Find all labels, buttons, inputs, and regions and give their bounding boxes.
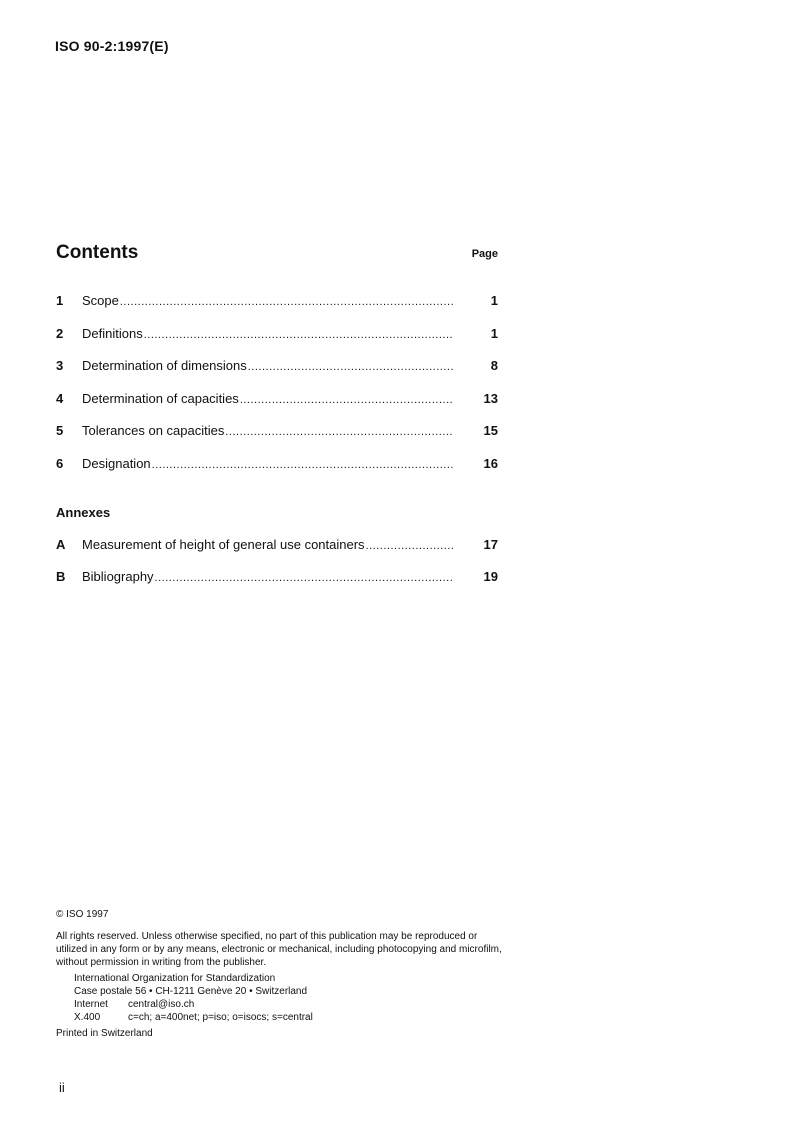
- annex-entry-letter: B: [56, 569, 66, 584]
- toc-entry-label: Scope: [82, 293, 119, 308]
- annex-entry[interactable]: [56, 537, 498, 555]
- toc-entry-number: 1: [56, 293, 64, 308]
- toc-entry-label: Determination of dimensions: [82, 358, 247, 373]
- annex-entry-page: 17: [483, 537, 498, 552]
- contents-title: Contents: [56, 242, 139, 263]
- toc-entry-page: 13: [483, 391, 498, 406]
- x400-address: c=ch; a=400net; p=iso; o=isocs; s=central: [128, 1012, 313, 1023]
- x400-line: [74, 1011, 313, 1024]
- toc-entry-page: 15: [483, 423, 498, 438]
- toc-entry[interactable]: [56, 423, 498, 441]
- organization-name: International Organization for Standardization: [74, 973, 276, 984]
- internet-label: Internet: [74, 999, 108, 1010]
- toc-entry-label: Tolerances on capacities: [82, 423, 225, 438]
- toc-entry-label: Determination of capacities: [82, 391, 239, 406]
- annex-entry-page: 19: [483, 569, 498, 584]
- toc-entry-number: 4: [56, 391, 64, 406]
- internet-address[interactable]: central@iso.ch: [128, 999, 195, 1010]
- dot-leader: [248, 361, 454, 373]
- toc-entry-label: Designation: [82, 456, 151, 471]
- x400-label: X.400: [74, 1012, 101, 1023]
- toc-entry[interactable]: [56, 391, 498, 409]
- dot-leader: [366, 540, 454, 552]
- toc-entry-number: 2: [56, 326, 64, 341]
- internet-line: [74, 998, 194, 1011]
- dot-leader: [155, 572, 454, 584]
- dot-leader: [240, 394, 454, 406]
- postal-address: Case postale 56 • CH-1211 Genève 20 • Switzerland: [74, 986, 308, 997]
- toc-entry-number: 3: [56, 358, 64, 373]
- dot-leader: [225, 426, 454, 438]
- toc-entry-number: 5: [56, 423, 64, 438]
- copyright-line: © ISO 1997: [56, 909, 109, 920]
- toc-entry-page: 1: [490, 326, 498, 341]
- toc-entry[interactable]: [56, 326, 498, 344]
- document-id: ISO 90-2:1997(E): [55, 38, 169, 54]
- toc-entry-page: 16: [483, 456, 498, 471]
- toc-entry[interactable]: [56, 358, 498, 376]
- toc-entry[interactable]: [56, 293, 498, 311]
- annex-entry[interactable]: [56, 569, 498, 587]
- annex-entry-label: Bibliography: [82, 569, 154, 584]
- dot-leader: [144, 329, 454, 341]
- annex-entry-label: Measurement of height of general use containers: [82, 537, 365, 552]
- toc-entry-page: 1: [490, 293, 498, 308]
- rights-statement: All rights reserved. Unless otherwise specified, no part of this publication may be reproduced or utilized in any form or by any means, electronic or mechanical, including photocopying and microfilm, without permission in writing from the publisher.: [56, 931, 502, 968]
- page-number: ii: [59, 1080, 65, 1095]
- toc-entry[interactable]: [56, 456, 498, 474]
- printed-in: Printed in Switzerland: [56, 1028, 153, 1039]
- dot-leader: [152, 459, 454, 471]
- toc-entry-label: Definitions: [82, 326, 143, 341]
- dot-leader: [120, 296, 454, 308]
- page-column-heading: Page: [471, 248, 498, 260]
- annex-entry-letter: A: [56, 537, 66, 552]
- toc-entry-page: 8: [490, 358, 498, 373]
- annexes-heading: Annexes: [56, 505, 111, 520]
- toc-entry-number: 6: [56, 456, 64, 471]
